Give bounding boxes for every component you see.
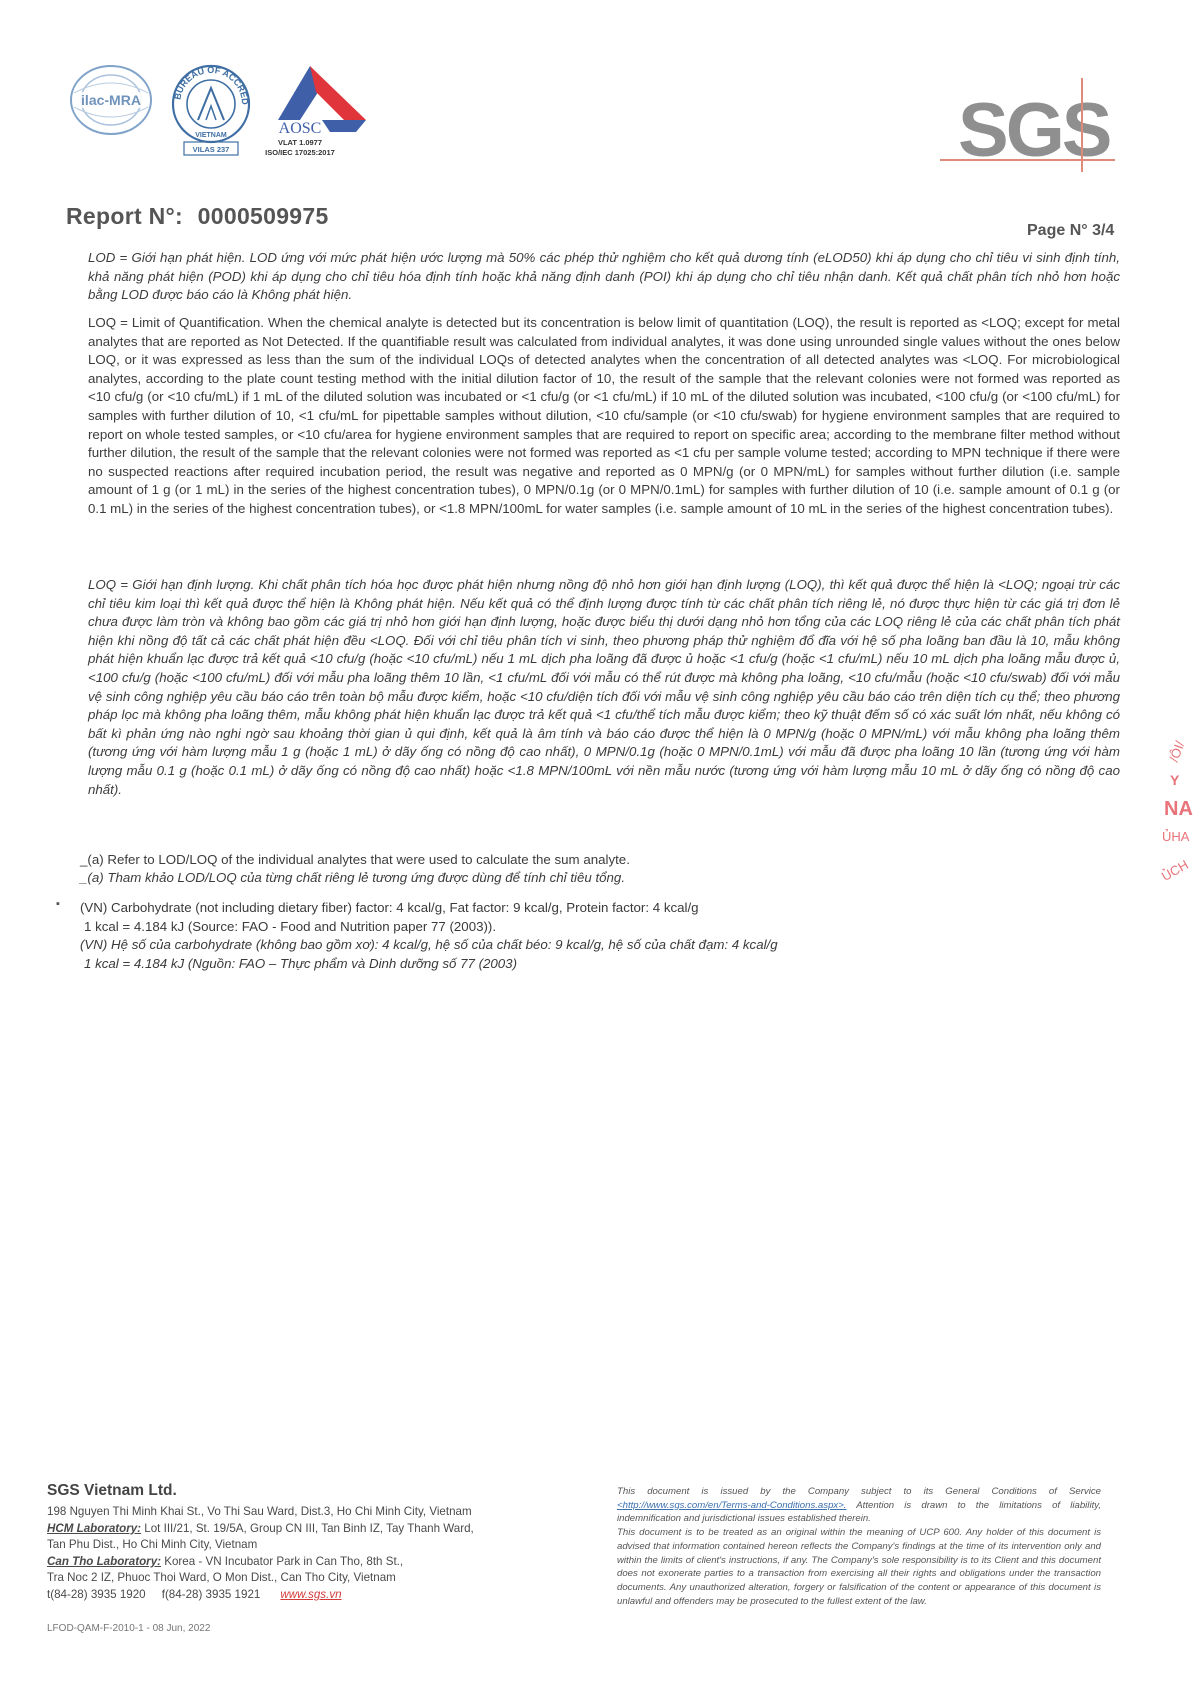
note-a-en: _(a) Refer to LOD/LOQ of the individual analytes that were used to calculate the sum analyte. bbox=[80, 852, 630, 867]
loq-definition-vn: LOQ = Giới hạn định lượng. Khi chất phân tích hóa học được phát hiện nhưng nồng độ nhỏ hơn giới hạn định lượng (LOQ), thì kết quả được thể hiện là <LOQ; ngoại trừ các chỉ tiêu kim loại thì kết quả được thể hiện là Không phát hiện. Nếu kết quả có thể định lượng được tính từ các chất phân tích riêng lẻ, nó được thực hiện từ các giá trị đơn lẻ chưa được làm tròn và không bao gồm các giá trị nhỏ hơn giới hạn định lượng, hoặc được biểu thị dưới dạng nhỏ hơn tổng của các LOQ riêng lẻ của các chất phân tích phát hiện khi nồng độ tất cả các chất phát hiện đều <LOQ. Đối với chỉ tiêu phân tích vi sinh, theo phương pháp thử nghiệm đổ đĩa với hệ số pha loãng ban đầu là 10, mẫu không phát hiện khuẩn lạc được trả kết quả <10 cfu/g (hoặc <10 cfu/mL) nếu 1 mL dịch pha loãng đã được ủ hoặc <1 cfu/g (hoặc <1 cfu/mL) nếu 10 mL dịch pha loãng mẫu được ủ, <100 cfu/g (hoặc <100 cfu/mL) đối với mẫu pha loãng thêm 10 lần, <1 cfu/mL đối với mẫu có thể rút được mà không pha loãng, <10 cfu/mẫu (hoặc <10 cfu/swab) đối với mẫu vệ sinh công nghiệp yêu cầu báo cáo trên toàn bộ mẫu được kiểm, hoặc <10 cfu/diện tích đối với mẫu vệ sinh công nghiệp yêu cầu báo cáo trên diện tích cụ thể; theo phương pháp lọc mà không pha loãng thêm, mẫu không phát hiện khuẩn lạc được trả kết quả <1 cfu/thể tích mẫu được kiểm; theo kỹ thuật đếm số có xác suất lớn nhất, nếu không có bất kì phản ứng nào nghi ngờ sau khoảng thời gian ủ qui định, kết quả là âm tính và báo cáo được thể hiện là 0 MPN/g (hoặc 0 MPN/mL) với mẫu không pha loãng thêm (tương ứng với hàm lượng mẫu 1 g (hoặc 1 mL) ở dãy ống có nồng độ cao nhất), 0 MPN/0.1g (hoặc 0 MPN/0.1mL) với mẫu đã được pha loãng 10 lần (tương ứng với hàm lượng mẫu 0.1 g (hoặc 0.1 mL) ở dãy ống có nồng độ cao nhất) hoặc <1.8 MPN/100mL với nền mẫu nước (tương ứng với hàm lượng mẫu 10 mL ở dãy ống có nồng độ cao nhất). bbox=[88, 577, 1120, 797]
ilac-text: ilac-MRA bbox=[81, 92, 141, 108]
footer-contact bbox=[47, 1587, 567, 1604]
stamp-text-2: Y bbox=[1170, 772, 1180, 788]
report-value: 0000509975 bbox=[197, 203, 329, 229]
note-a-vn: _(a) Tham khảo LOD/LOQ của từng chất riêng lẻ tương ứng được dùng để tính chỉ tiêu tổng. bbox=[80, 870, 626, 885]
aosc-logo bbox=[260, 62, 378, 158]
footer-phone: t(84-28) 3935 1920 f(84-28) 3935 1921 bbox=[47, 1587, 261, 1601]
report-number bbox=[66, 203, 329, 230]
disclaimer-part-3: This document is to be treated as an original within the meaning of UCP 600. Any holder of this document is advised that information contained hereon reflects the Company's findings at the time of its intervention only and within the limits of client's instructions, if any. The Company's sole responsibility is to its Client and this document does not exonerate parties to a transaction from exercising all their rights and obligations under the transaction documents. Any unauthorized alteration, forgery or falsification of the content or appearance of this document is unlawful and offenders may be prosecuted to the fullest extent of the law. bbox=[617, 1527, 1101, 1607]
svg-text:BUREAU OF ACCREDITATION: BUREAU OF ACCRED bbox=[172, 64, 251, 106]
footer-ct-lab-2: Tra Noc 2 IZ, Phuoc Thoi Ward, O Mon Dist., Can Tho City, Vietnam bbox=[47, 1571, 396, 1585]
svg-text:VILAS 237: VILAS 237 bbox=[192, 145, 230, 154]
svg-text:SGS: SGS bbox=[958, 88, 1110, 173]
disclaimer-part-2: Attention is drawn to the limitations of liability, indemnification and jurisdictional issues established therein. bbox=[617, 1499, 1101, 1525]
hcm-lab-label: HCM Laboratory: bbox=[47, 1521, 142, 1535]
bureau-of-accreditation-logo bbox=[170, 62, 252, 158]
cf-vn-line-2: 1 kcal = 4.184 kJ (Nguồn: FAO – Thực phẩm và Dinh dưỡng số 77 (2003) bbox=[84, 955, 518, 971]
stamp-text-5: ỦCH bbox=[1158, 856, 1191, 884]
conversion-factors bbox=[80, 899, 980, 973]
footer-company: SGS Vietnam Ltd. bbox=[47, 1482, 177, 1499]
stamp-fragment bbox=[1160, 735, 1200, 935]
lod-definition-vn: LOD = Giới hạn phát hiện. LOD ứng với mức phát hiện ước lượng mà 50% các phép thử nghiệm cho kết quả dương tính (eLOD50) khi áp dụng cho chỉ tiêu vi sinh định tính, khả năng phát hiện (POD) khi áp dụng cho chỉ tiêu hóa định tính hoặc khả năng định danh (POI) khi áp dụng cho chỉ tiêu nhận danh. Kết quả chất phân tích nhỏ hơn hoặc bằng LOD được báo cáo là Không phát hiện. bbox=[88, 250, 1120, 303]
footer-website-link[interactable]: www.sgs.vn bbox=[280, 1587, 342, 1601]
cf-vn-line-1: (VN) Hệ số của carbohydrate (không bao gồm xơ): 4 kcal/g, hệ số của chất béo: 9 kcal/g, hệ số của chất đạm: 4 kcal/g bbox=[80, 937, 778, 953]
svg-text:AOSC: AOSC bbox=[278, 120, 322, 137]
ilac-mra-logo bbox=[68, 63, 154, 137]
cf-en-line-2: 1 kcal = 4.184 kJ (Source: FAO - Food and Nutrition paper 77 (2003)). bbox=[84, 918, 497, 934]
footer-disclaimer bbox=[617, 1485, 1101, 1608]
bullet-icon: ▪ bbox=[56, 898, 60, 910]
footer-ct-lab bbox=[47, 1554, 567, 1571]
hcm-lab-address: Lot III/21, St. 19/5A, Group CN III, Tan Binh IZ, Tay Thanh Ward, bbox=[141, 1521, 474, 1535]
form-code: LFOD-QAM-F-2010-1 - 08 Jun, 2022 bbox=[47, 1623, 211, 1634]
ct-lab-label: Can Tho Laboratory: bbox=[47, 1554, 162, 1568]
report-label: Report N°: bbox=[66, 203, 183, 229]
footer-addresses bbox=[47, 1504, 567, 1604]
page-number: Page N° 3/4 bbox=[1027, 222, 1115, 239]
footer-address-main: 198 Nguyen Thi Minh Khai St., Vo Thi Sau Ward, Dist.3, Ho Chi Minh City, Vietnam bbox=[47, 1505, 472, 1518]
ct-lab-address: Korea - VN Incubator Park in Can Tho, 8th St., bbox=[161, 1554, 404, 1568]
cf-en-line-1: (VN) Carbohydrate (not including dietary fiber) factor: 4 kcal/g, Fat factor: 9 kcal/g, Protein factor: 4 kcal/g bbox=[80, 900, 699, 915]
svg-text:ISO/IEC 17025:2017: ISO/IEC 17025:2017 bbox=[265, 148, 335, 157]
svg-text:VLAT 1.0977: VLAT 1.0977 bbox=[277, 138, 323, 147]
svg-text:VIETNAM: VIETNAM bbox=[195, 132, 227, 139]
disclaimer-part-1: This document is issued by the Company subject to its General Conditions of Service bbox=[617, 1486, 1101, 1497]
stamp-text-1: /ÔI/ bbox=[1166, 739, 1188, 764]
footer-hcm-lab bbox=[47, 1521, 567, 1538]
loq-definition-en: LOQ = Limit of Quantification. When the chemical analyte is detected but its concentration is below limit of quantitation (LOQ), the result is reported as <LOQ; except for metal analytes that are reported as Not Detected. If the quantifiable result was calculated from individual analytes, it was done using unrounded single values without the ones below LOQ, or it was expressed as less than the sum of the individual LOQs of detected analytes when the concentration of all detected analytes was <LOQ. For microbiological analytes, according to the plate count testing method with the initial dilution factor of 10, the result of the sample that the relevant colonies were not formed was reported as <10 cfu/g (or <10 cfu/mL) if 1 mL of the diluted solution was incubated or <1 cfu/g (or <1 cfu/mL) if 10 mL of the diluted solution was incubated, <100 cfu/g (or <100 cfu/mL) for samples with further dilution of 10, <1 cfu/mL for pipettable samples without dilution, <10 cfu/sample (or <10 cfu/swab) for hygiene environment samples that are required to report on whole tested samples, or <10 cfu/area for hygiene environment samples that are required to report on specific area; according to the membrane filter method without further dilution, the result of the sample that the relevant colonies were not formed was reported as <1 cfu per sample volume tested; according to MPN technique if there were no suspected reactions after required incubation period, the result was negative and reported as 0 MPN/g (or 0 MPN/mL) for samples without further dilution (i.e. sample amount of 1 g (or 1 mL) in the series of the highest concentration tubes), 0 MPN/0.1g (or 0 MPN/0.1mL) for samples with further dilution of 10 (i.e. sample amount of 0.1 g (or 0.1 mL) in the series of the highest concentration tubes), or <1.8 MPN/100mL for water samples (i.e. sample amount of 10 mL in the series of the highest concentration tubes). bbox=[88, 315, 1120, 516]
stamp-text-3: NA bbox=[1164, 798, 1193, 820]
sgs-logo bbox=[940, 74, 1120, 174]
footer-hcm-lab-2: Tan Phu Dist., Ho Chi Minh City, Vietnam bbox=[47, 1538, 258, 1552]
terms-link[interactable]: <http://www.sgs.com/en/Terms-and-Conditions.aspx>. bbox=[617, 1499, 847, 1511]
stamp-text-4: ỦHA bbox=[1162, 829, 1190, 844]
